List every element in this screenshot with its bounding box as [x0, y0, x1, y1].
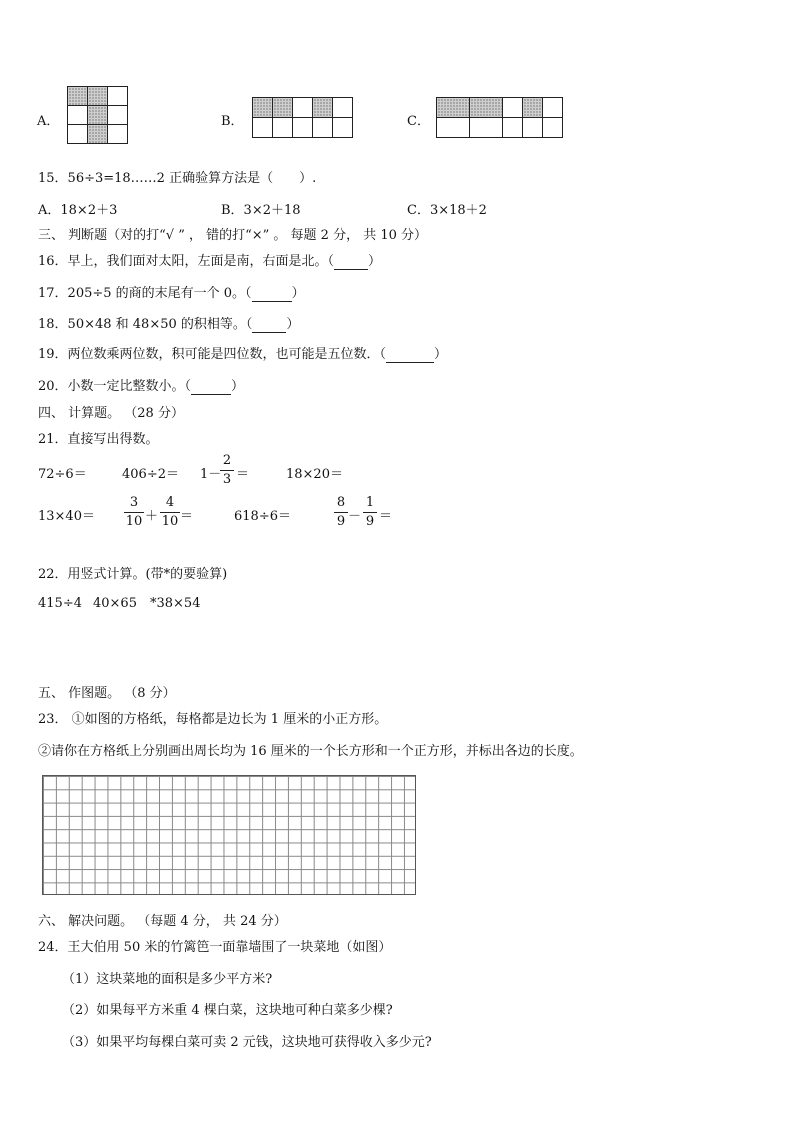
expr-1-minus-prefix: 1－ [200, 467, 222, 482]
expr-618-div-6: 618÷6＝ [234, 509, 291, 524]
fraction-numerator: 2 [222, 453, 232, 468]
q24-sub1: （1）这块菜地的面积是多少平方米? [62, 972, 273, 987]
q15-option-c[interactable]: C．3×18＋2 [407, 203, 487, 218]
fraction-two-thirds [220, 452, 234, 489]
expr-equals: ＝ [236, 467, 250, 482]
q20-row [38, 375, 244, 395]
fraction-numerator: 3 [129, 495, 139, 510]
q18-row [38, 313, 299, 333]
fraction-three-tenths [124, 494, 144, 531]
q23-line1: 23． ①如图的方格纸，每格都是边长为 1 厘米的小正方形。 [38, 712, 388, 727]
q15-stem: 15．56÷3=18……2 正确验算方法是（ ）. [38, 171, 317, 186]
q15-option-b[interactable]: B．3×2＋18 [221, 203, 301, 218]
fraction-denominator: 10 [161, 514, 179, 529]
fraction-one-ninth [363, 494, 377, 531]
q20-answer-blank[interactable] [191, 379, 231, 395]
fraction-numerator: 8 [336, 495, 346, 510]
option-c-label[interactable]: C． [407, 114, 430, 129]
expr-equals: ＝ [180, 509, 194, 524]
expr-18-times-20: 18×20＝ [286, 467, 343, 482]
fraction-denominator: 3 [222, 472, 232, 487]
expr-406-div-2: 406÷2＝ [122, 467, 179, 482]
section3-title: 三、 判断题（对的打“√ ” ， 错的打“×” 。 每题 2 分， 共 10 分） [38, 228, 428, 243]
expr-72-div-6: 72÷6＝ [38, 467, 87, 482]
plus-sign: ＋ [145, 509, 159, 524]
section6-title: 六、 解决问题。 （每题 4 分， 共 24 分） [38, 914, 287, 929]
q24-sub3: （3）如果平均每棵白菜可卖 2 元钱，这块地可获得收入多少元? [62, 1035, 432, 1050]
section5-title: 五、 作图题。 （8 分） [38, 686, 176, 701]
q17-text: 17．205÷5 的商的末尾有一个 0。（ [38, 286, 252, 301]
q21-stem: 21．直接写出得数。 [38, 432, 159, 447]
fraction-numerator: 1 [365, 495, 375, 510]
option-c-grid-figure [436, 97, 563, 138]
q22-expr-40-times-65: 40×65 [93, 596, 137, 611]
q20-close-paren: ） [231, 379, 245, 394]
fraction-denominator: 10 [125, 514, 143, 529]
q16-close-paren: ） [368, 254, 382, 269]
fraction-denominator: 9 [365, 514, 375, 529]
q18-answer-blank[interactable] [252, 317, 286, 333]
option-a-grid-figure [67, 86, 128, 144]
fraction-denominator: 9 [336, 514, 346, 529]
q15-option-a[interactable]: A．18×2＋3 [38, 203, 118, 218]
square-grid-paper[interactable] [42, 775, 416, 895]
section4-title: 四、 计算题。 （28 分） [38, 406, 184, 421]
q18-text: 18．50×48 和 48×50 的积相等。（ [38, 317, 253, 332]
q19-text: 19．两位数乘两位数，积可能是四位数，也可能是五位数．（ [38, 347, 387, 362]
option-b-label[interactable]: B． [221, 114, 244, 129]
q16-answer-blank[interactable] [334, 254, 368, 270]
option-a-label[interactable]: A． [37, 114, 60, 129]
option-b-grid-figure [252, 97, 353, 138]
q22-stem: 22．用竖式计算。(带*的要验算) [38, 567, 228, 582]
q18-close-paren: ） [286, 317, 300, 332]
q16-text: 16．早上，我们面对太阳，左面是南，右面是北。（ [38, 254, 335, 269]
q19-row [38, 343, 447, 363]
q24-stem: 24．王大伯用 50 米的竹篱笆一面靠墙围了一块菜地（如图） [38, 940, 392, 955]
q23-line2: ②请你在方格纸上分别画出周长均为 16 厘米的一个长方形和一个正方形，并标出各边的长度。 [38, 744, 583, 759]
fraction-numerator: 4 [165, 495, 175, 510]
q20-text: 20．小数一定比整数小。（ [38, 379, 192, 394]
q17-close-paren: ） [291, 286, 305, 301]
q17-answer-blank[interactable] [252, 286, 292, 302]
q22-expr-415-div-4: 415÷4 [38, 596, 82, 611]
fraction-four-tenths [160, 494, 180, 531]
q17-row [38, 282, 305, 302]
expr-equals: ＝ [379, 509, 393, 524]
q19-close-paren: ） [434, 347, 448, 362]
q16-row [38, 250, 381, 270]
q19-answer-blank[interactable] [386, 347, 434, 363]
q24-sub2: （2）如果每平方米重 4 棵白菜，这块地可种白菜多少棵? [62, 1003, 393, 1018]
q22-expr-38-times-54: *38×54 [150, 596, 201, 611]
expr-13-times-40: 13×40＝ [38, 509, 95, 524]
fraction-eight-ninths [334, 494, 348, 531]
minus-sign: － [348, 509, 362, 524]
